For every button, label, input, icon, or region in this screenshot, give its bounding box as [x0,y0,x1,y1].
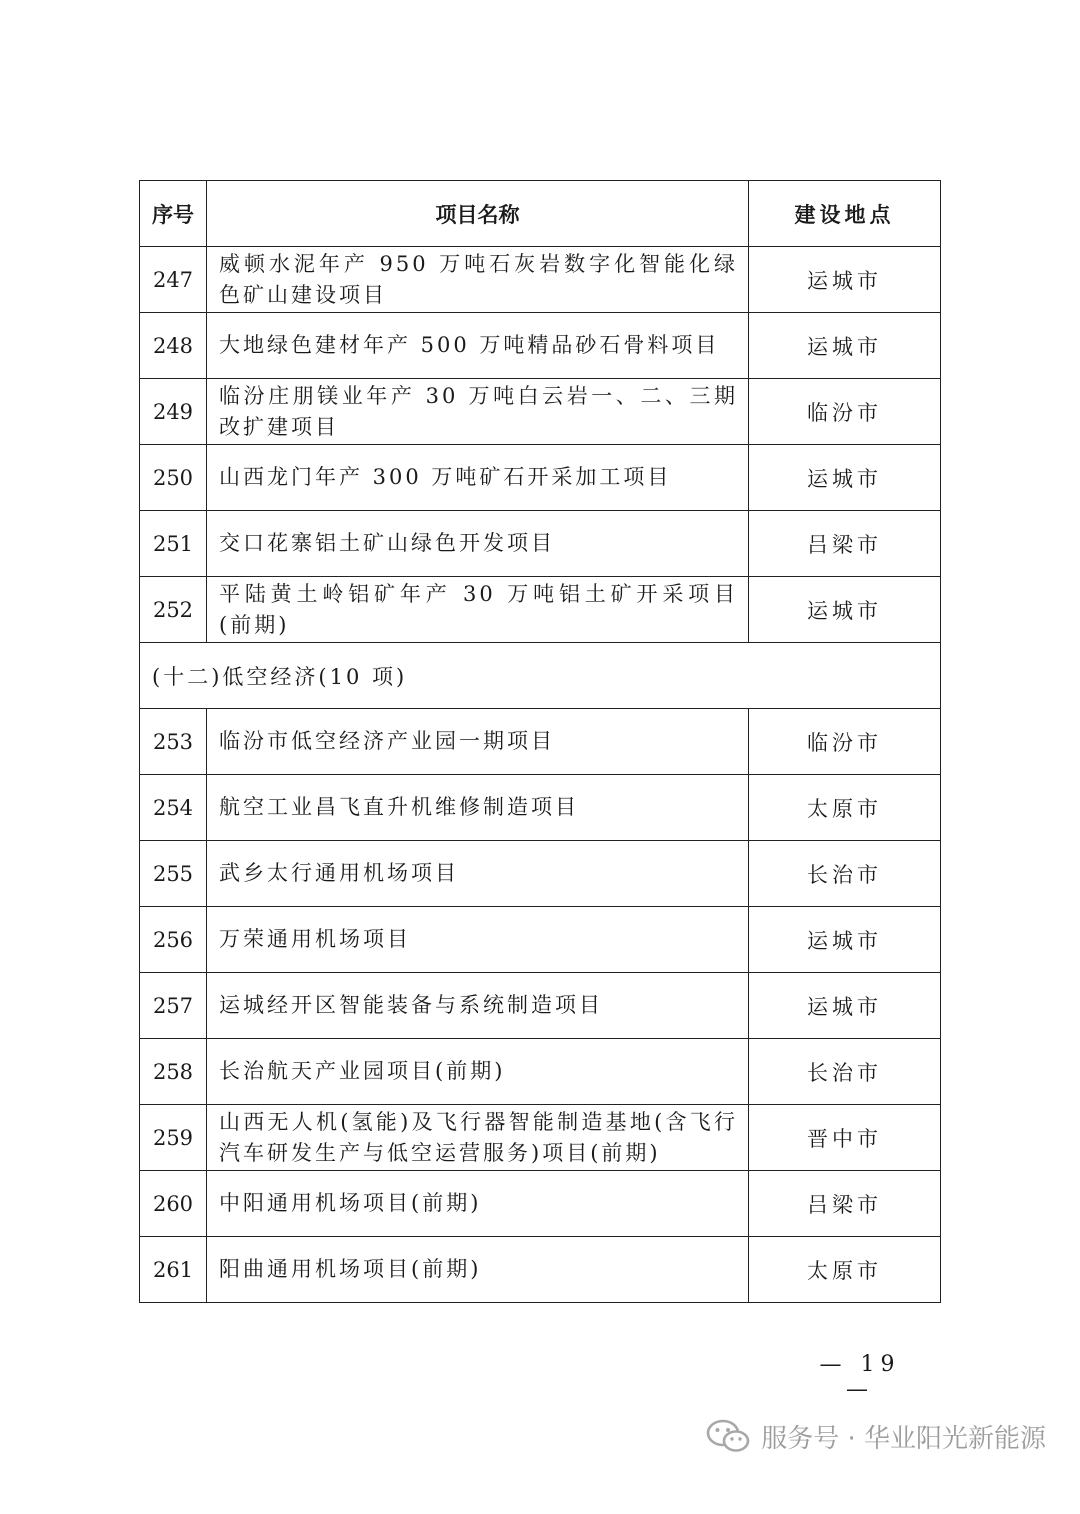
row-serial-number: 261 [140,1237,207,1303]
table-header-row [140,181,941,247]
project-table [139,180,941,1303]
section-row [140,643,941,709]
row-project-name: 阳曲通用机场项目(前期) [219,1257,482,1281]
row-project-name: 威顿水泥年产 950 万吨石灰岩数字化智能化绿色矿山建设项目 [219,251,738,307]
row-location: 运城市 [749,907,941,973]
row-project-name: 中阳通用机场项目(前期) [219,1191,482,1215]
table-row [140,1105,941,1171]
table-row [140,1039,941,1105]
table-row [140,709,941,775]
row-serial-number: 258 [140,1039,207,1105]
row-project-name-cell [207,511,749,577]
table-row [140,511,941,577]
row-project-name-cell [207,577,749,643]
header-project-name: 项目名称 [207,181,749,247]
row-serial-number: 253 [140,709,207,775]
watermark [705,1416,1046,1456]
row-project-name: 航空工业昌飞直升机维修制造项目 [219,795,579,819]
page-number: — 19 — [819,1352,901,1402]
table-row [140,841,941,907]
row-serial-number: 249 [140,379,207,445]
table-row [140,379,941,445]
row-project-name: 大地绿色建材年产 500 万吨精品砂石骨料项目 [219,333,720,357]
row-project-name-cell [207,313,749,379]
row-project-name-cell [207,841,749,907]
row-project-name-cell [207,379,749,445]
row-location: 运城市 [749,313,941,379]
table-row [140,1171,941,1237]
table-row [140,973,941,1039]
row-project-name-cell [207,1039,749,1105]
row-location: 吕梁市 [749,1171,941,1237]
row-project-name-cell [207,775,749,841]
row-project-name: 临汾市低空经济产业园一期项目 [219,729,555,753]
row-serial-number: 259 [140,1105,207,1171]
row-project-name: 交口花寨铝土矿山绿色开发项目 [219,531,555,555]
table-body-bottom [140,709,941,1303]
section-title: (十二)低空经济(10 项) [140,643,941,709]
row-location: 长治市 [749,841,941,907]
row-serial-number: 250 [140,445,207,511]
row-project-name: 临汾庄朋镁业年产 30 万吨白云岩一、二、三期改扩建项目 [219,383,738,439]
row-project-name-cell [207,247,749,313]
table-section [140,643,941,709]
row-project-name: 山西龙门年产 300 万吨矿石开采加工项目 [219,465,672,489]
table-row [140,775,941,841]
row-serial-number: 251 [140,511,207,577]
row-project-name: 平陆黄土岭铝矿年产 30 万吨铝土矿开采项目(前期) [219,581,738,637]
table-row [140,1237,941,1303]
row-serial-number: 256 [140,907,207,973]
row-serial-number: 254 [140,775,207,841]
row-serial-number: 255 [140,841,207,907]
table-body-top [140,247,941,643]
row-location: 临汾市 [749,379,941,445]
row-location: 运城市 [749,973,941,1039]
table-row [140,445,941,511]
row-location: 太原市 [749,775,941,841]
row-location: 吕梁市 [749,511,941,577]
row-serial-number: 248 [140,313,207,379]
table-row [140,577,941,643]
row-project-name-cell [207,709,749,775]
row-project-name-cell [207,445,749,511]
row-project-name: 武乡太行通用机场项目 [219,861,459,885]
row-location: 运城市 [749,247,941,313]
row-project-name-cell [207,1105,749,1171]
row-location: 太原市 [749,1237,941,1303]
row-location: 长治市 [749,1039,941,1105]
row-project-name: 长治航天产业园项目(前期) [219,1059,506,1083]
row-project-name-cell [207,1171,749,1237]
row-project-name-cell [207,1237,749,1303]
row-serial-number: 257 [140,973,207,1039]
row-project-name: 运城经开区智能装备与系统制造项目 [219,993,603,1017]
row-project-name: 山西无人机(氢能)及飞行器智能制造基地(含飞行汽车研发生产与低空运营服务)项目(前期) [219,1109,738,1165]
row-serial-number: 247 [140,247,207,313]
watermark-text: 服务号 · 华业阳光新能源 [761,1423,1046,1454]
row-location: 运城市 [749,577,941,643]
table-row [140,247,941,313]
row-project-name: 万荣通用机场项目 [219,927,411,951]
row-project-name-cell [207,973,749,1039]
row-location: 运城市 [749,445,941,511]
wechat-icon [705,1418,751,1454]
row-location: 临汾市 [749,709,941,775]
row-location: 晋中市 [749,1105,941,1171]
table-row [140,907,941,973]
row-serial-number: 260 [140,1171,207,1237]
header-location: 建设地点 [749,181,941,247]
header-serial-number: 序号 [140,181,207,247]
row-project-name-cell [207,907,749,973]
table-row [140,313,941,379]
row-serial-number: 252 [140,577,207,643]
